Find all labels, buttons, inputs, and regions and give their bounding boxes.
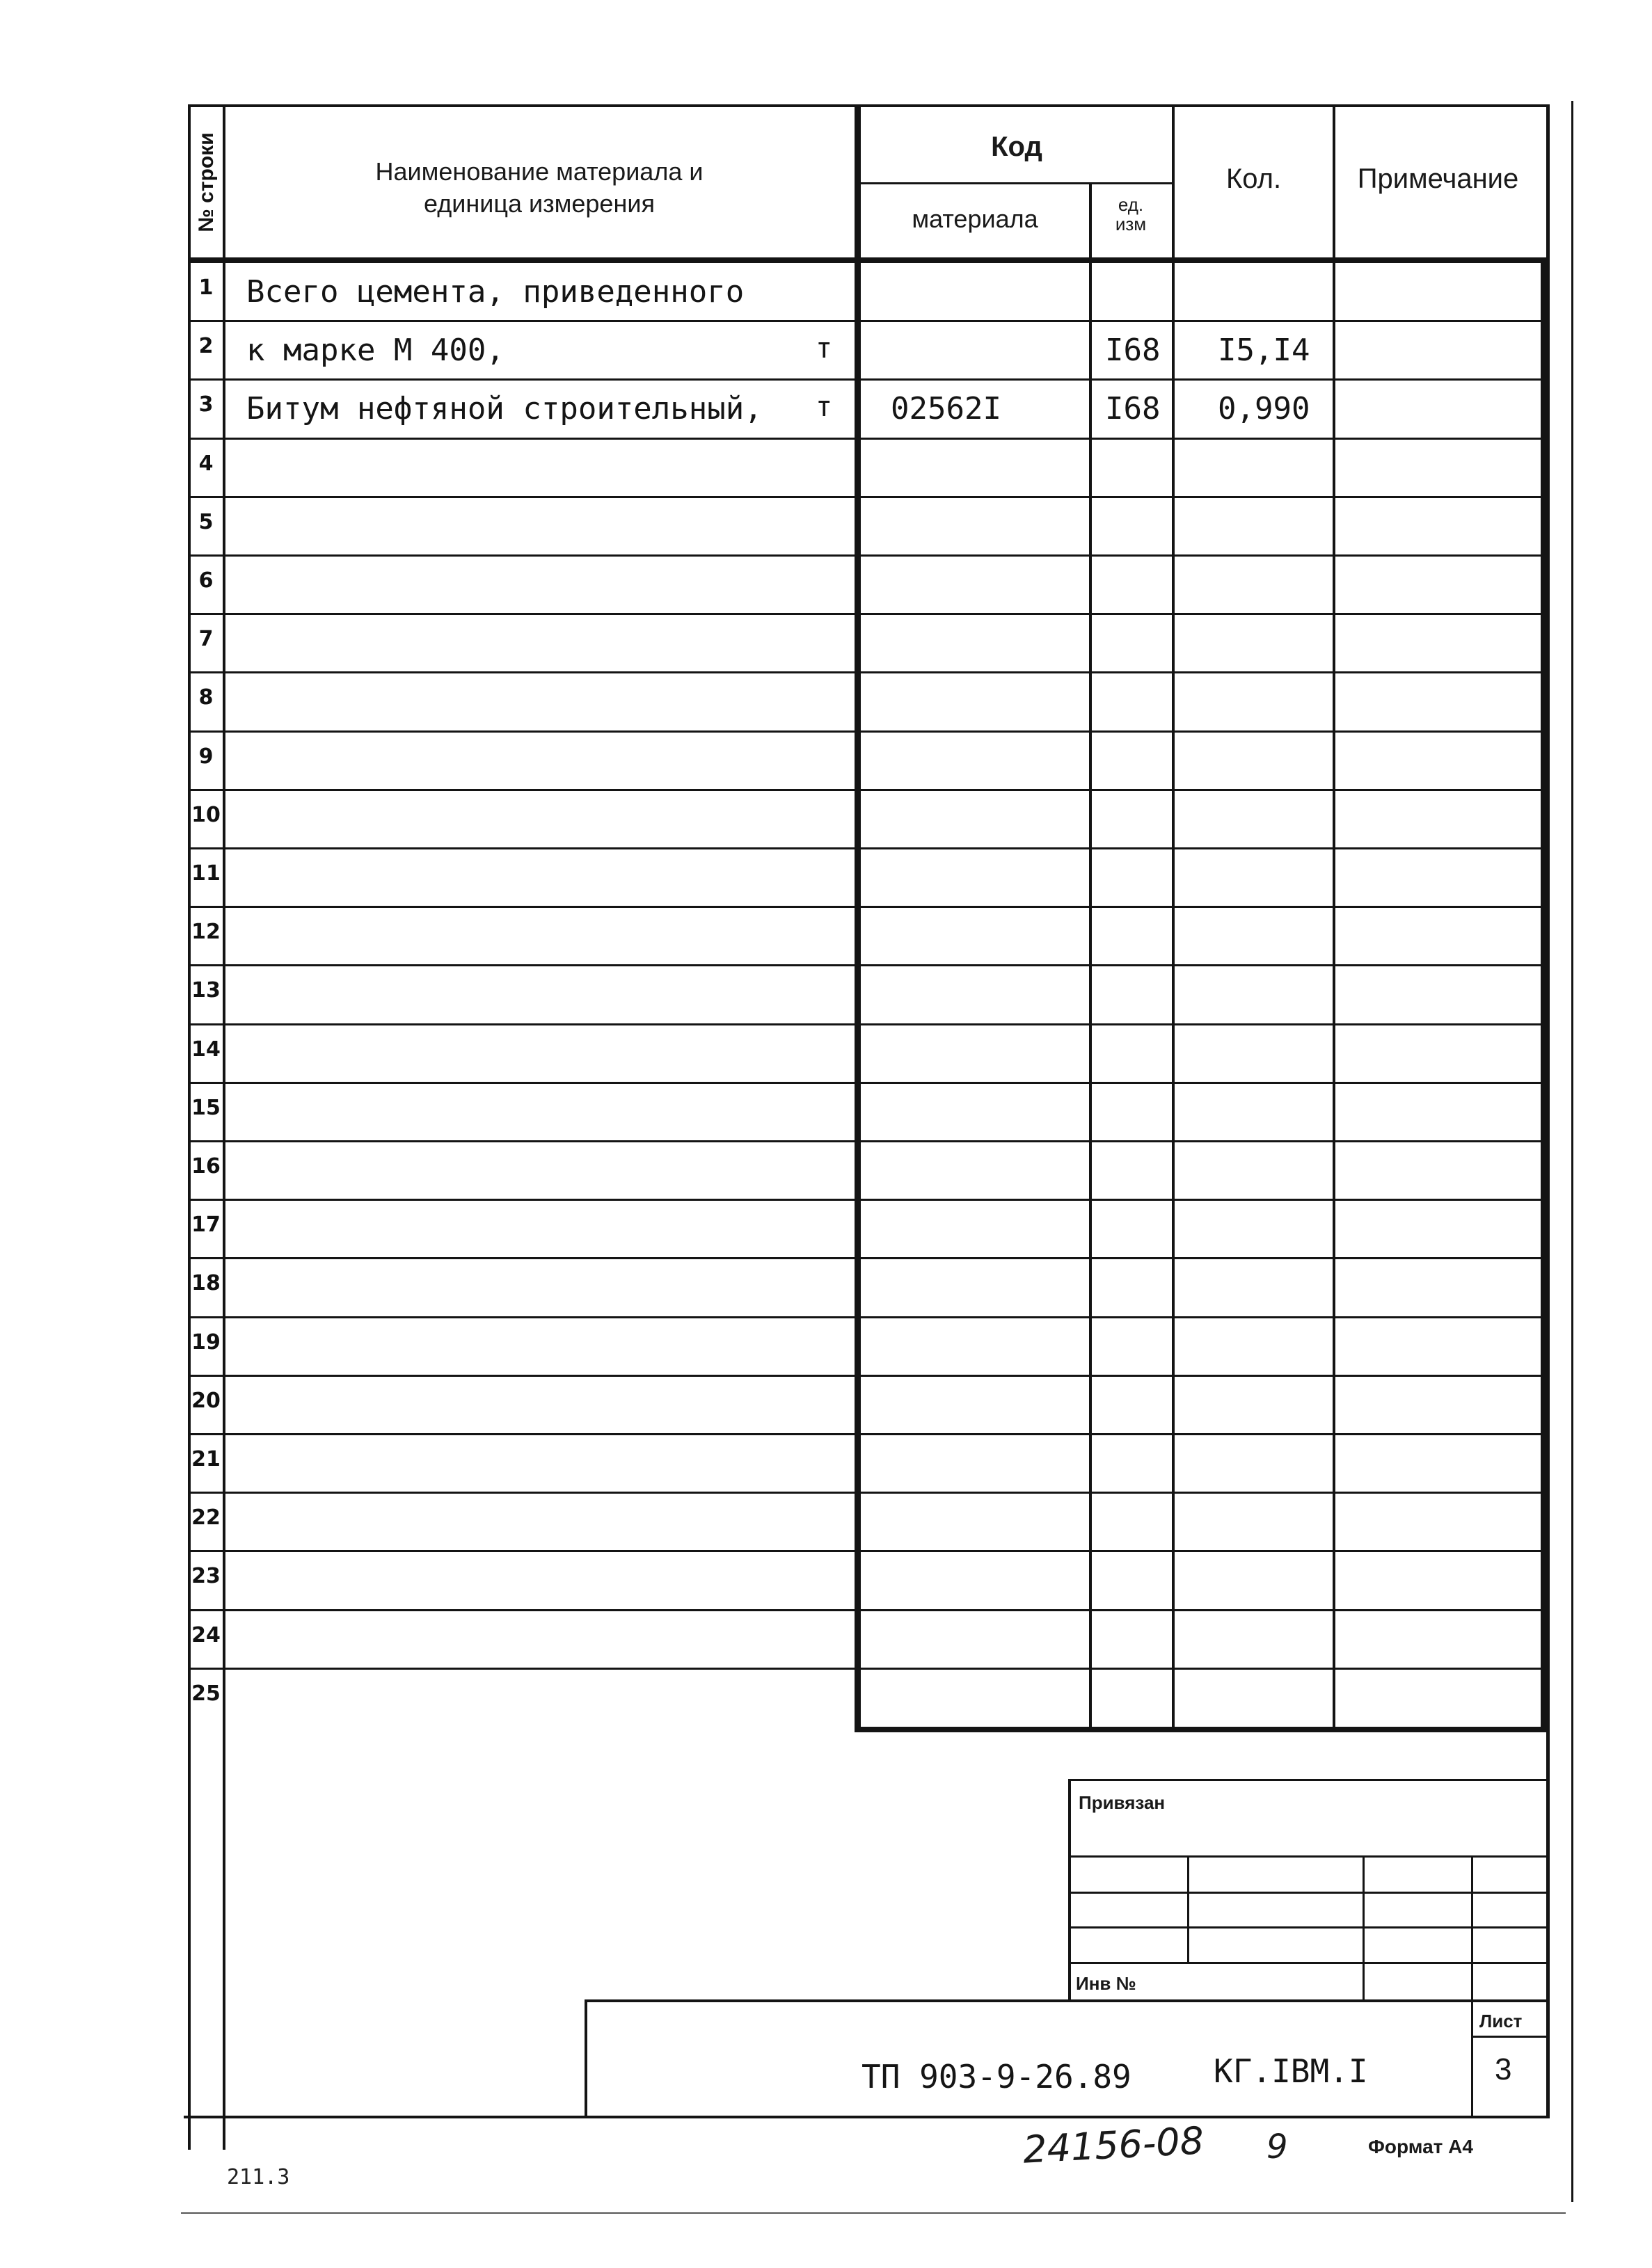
header-bottom [189, 257, 1548, 263]
header-code: Код [991, 131, 1042, 162]
stamp-doc-code: ТП 903-9-26.89 [861, 2058, 1131, 2095]
row-number: 6 [198, 568, 214, 593]
stamp-left [1068, 1779, 1071, 2002]
row-number: 7 [198, 627, 214, 651]
stamp-doc-mark: КГ.IВМ.I [1214, 2052, 1368, 2090]
row-number: 8 [198, 685, 214, 710]
table-bottom [855, 1727, 1547, 1732]
table-row [0, 907, 1652, 966]
table-row [0, 732, 1652, 790]
table-row [0, 614, 1652, 673]
header-name-line1: Наименование материала и [375, 157, 704, 186]
footer-rule [181, 2212, 1566, 2214]
footer-format: Формат А4 [1368, 2136, 1473, 2157]
table-row [0, 1025, 1652, 1083]
stamp-top [1068, 1779, 1546, 1781]
stamp-attached-label: Привязан [1079, 1792, 1166, 1813]
row-number: 16 [191, 1154, 221, 1179]
stamp-vline-3 [1471, 1855, 1473, 2117]
table-row [0, 380, 1652, 438]
row-number: 9 [198, 744, 214, 769]
row-number: 21 [191, 1447, 221, 1471]
table-row [0, 1083, 1652, 1142]
row-number: 11 [191, 861, 221, 886]
header-row-no: № строки [195, 132, 218, 232]
stamp-sheet-label: Лист [1479, 2011, 1523, 2031]
table-row [0, 849, 1652, 907]
table-row [0, 439, 1652, 497]
row-number: 15 [191, 1096, 221, 1120]
header-qty: Кол. [1225, 163, 1282, 194]
frame-bottom [184, 2116, 1550, 2118]
header-code-material: материала [912, 205, 1038, 233]
row-number: 20 [191, 1389, 221, 1413]
table-row [0, 1551, 1652, 1610]
stamp-sheet-number: 3 [1495, 2052, 1512, 2086]
table-row [0, 263, 1652, 321]
stamp-vline-1 [1187, 1855, 1189, 1962]
row-number: 5 [198, 510, 214, 534]
frame-top [189, 104, 1548, 107]
quantity: 0,990 [1218, 391, 1310, 426]
row-number: 19 [191, 1330, 221, 1355]
material-code: 02562I [891, 391, 1001, 426]
table-row [0, 1669, 1652, 1727]
unit-code: I68 [1105, 391, 1161, 426]
header-note: Примечание [1357, 163, 1519, 194]
row-number: 1 [198, 275, 214, 300]
table-row [0, 1318, 1652, 1376]
row-number: 12 [191, 920, 221, 944]
row-number: 3 [198, 392, 214, 417]
table-row [0, 1435, 1652, 1493]
table-row [0, 1259, 1652, 1317]
row-number: 17 [191, 1213, 221, 1237]
code-divider [859, 182, 1173, 184]
stamp-line-3 [1068, 1926, 1546, 1928]
header-name-line2: единица измерения [424, 189, 655, 218]
table-row [0, 497, 1652, 556]
table-row [0, 790, 1652, 849]
row-number: 23 [191, 1564, 221, 1588]
stamp-line-1 [1068, 1855, 1546, 1858]
title-box-left [585, 1999, 587, 2118]
stamp-line-2 [1068, 1892, 1546, 1894]
material-name: Битум нефтяной строительный, [246, 391, 763, 426]
table-row [0, 1142, 1652, 1200]
footer-form-code: 211.3 [227, 2165, 290, 2189]
row-number: 10 [191, 803, 221, 827]
material-unit: т [816, 333, 833, 365]
table-row [0, 1376, 1652, 1435]
table-row [0, 1200, 1652, 1259]
table-row [0, 1611, 1652, 1669]
quantity: I5,I4 [1218, 333, 1310, 368]
row-number: 25 [191, 1682, 221, 1706]
material-name: Всего цемента, приведенного [246, 274, 745, 310]
footer-page-handwritten: 9 [1266, 2127, 1288, 2166]
unit-code: I68 [1105, 333, 1161, 368]
stamp-inv-no-label: Инв № [1076, 1973, 1136, 1994]
row-number: 14 [191, 1037, 221, 1062]
row-number: 22 [191, 1506, 221, 1530]
table-row [0, 966, 1652, 1024]
row-number: 13 [191, 978, 221, 1003]
row-number: 18 [191, 1271, 221, 1295]
table-row [0, 1493, 1652, 1551]
sheet-label-line [1471, 2036, 1546, 2038]
row-number: 24 [191, 1623, 221, 1647]
row-number: 2 [198, 334, 214, 358]
footer-handwritten-number: 24156-08 [1022, 2118, 1205, 2172]
table-row [0, 673, 1652, 731]
table-row [0, 321, 1652, 380]
material-unit: т [816, 391, 833, 423]
title-box-top [585, 1999, 1546, 2002]
row-number: 4 [198, 452, 214, 476]
stamp-line-4 [1068, 1962, 1546, 1964]
material-name: к марке М 400, [246, 333, 505, 368]
table-row [0, 556, 1652, 614]
stamp-vline-2 [1363, 1855, 1365, 2002]
header-code-unit: ед. изм [1115, 194, 1147, 234]
